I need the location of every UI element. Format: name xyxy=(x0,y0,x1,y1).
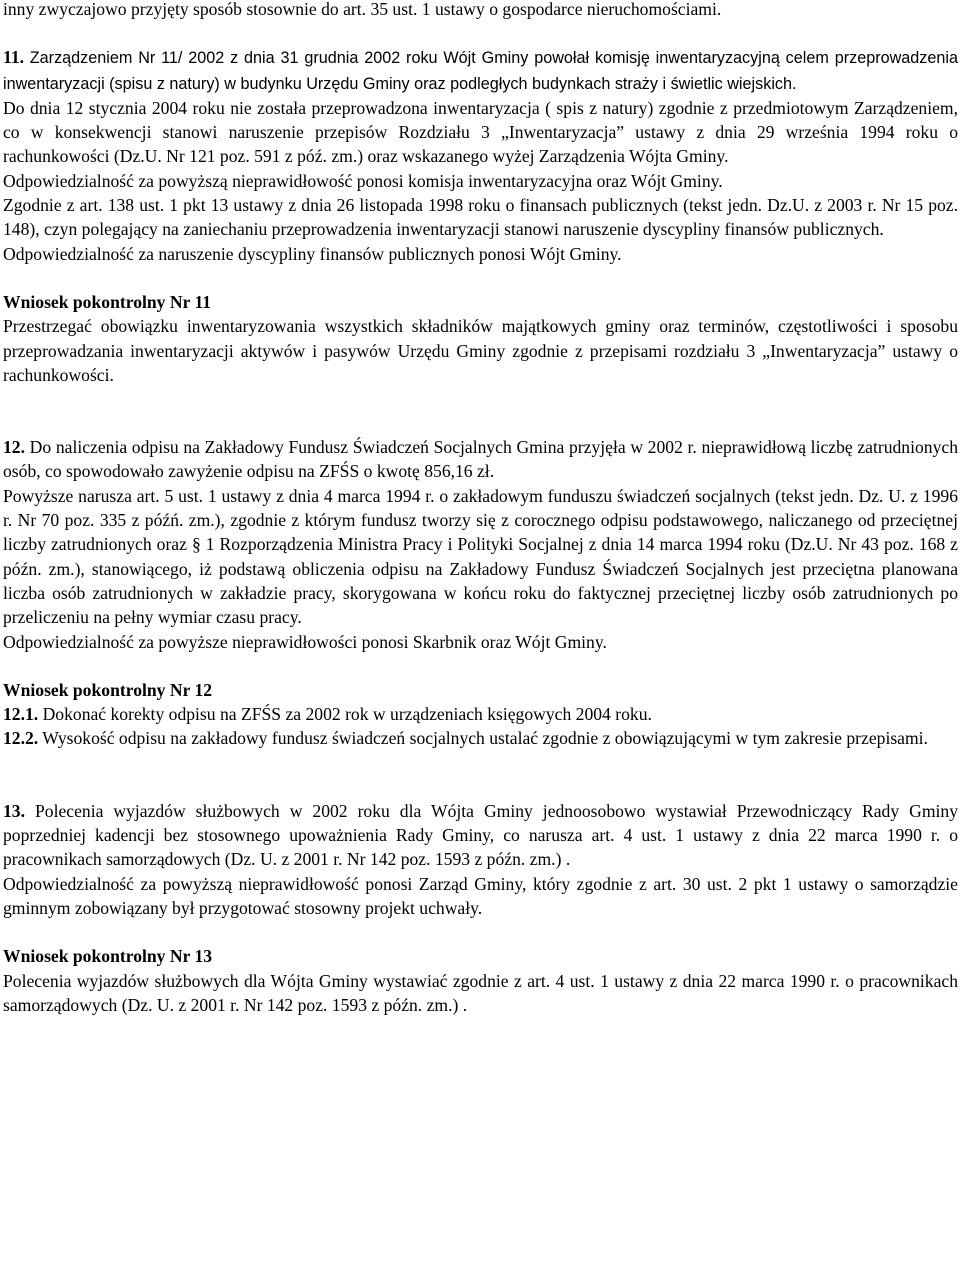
wniosek-13-text: Polecenia wyjazdów służbowych dla Wójta Gminy wystawiać zgodnie z art. 4 ust. 1 ustawy z dnia 22 marca 1990 r. o pracownikach samorządowych (Dz. U. z 2001 r. Nr 142 poz. 1593 z późn. zm.) . xyxy=(3,970,958,1015)
item-11-text: Zarządzeniem Nr 11/ 2002 z dnia 31 grudnia 2002 roku Wójt Gminy powołał komisję inwentaryzacyjną celem przeprowadzenia inwentaryzacji (spisu z natury) w budynku Urzędu Gminy oraz podległych budynkach straży i świetlic wiejskich. xyxy=(3,49,958,93)
item-12-text: Do naliczenia odpisu na Zakładowy Fundusz Świadczeń Socjalnych Gmina przyjęła w 2002 r. nieprawidłową liczbę zatrudnionych osób, co spowodowało zawyżenie odpisu na ZFŚS o kwotę 856,16 zł. xyxy=(3,437,958,482)
wniosek-12-item-1-text: Dokonać korekty odpisu na ZFŚS za 2002 rok w urządzeniach księgowych 2004 roku. xyxy=(42,704,652,725)
item-11-paragraph-1 xyxy=(3,45,958,96)
spacer xyxy=(3,654,958,678)
spacer xyxy=(3,21,958,45)
spacer xyxy=(3,387,958,435)
item-11-paragraph-5: Odpowiedzialność za naruszenie dyscypliny finansów publicznych ponosi Wójt Gminy. xyxy=(3,243,622,264)
item-13-number: 13. xyxy=(3,800,25,821)
item-12-paragraph-2: Powyższe narusza art. 5 ust. 1 ustawy z dnia 4 marca 1994 r. o zakładowym funduszu świadczeń socjalnych (tekst jedn. Dz. U. z 1996 r. Nr 70 poz. 335 z późń. zm.), zgodnie z którym fundusz tworzy się z corocznego odpisu podstawowego, naliczanego od przeciętnej liczby zatrudnionych oraz § 1 Rozporządzenia Ministra Pracy i Polityki Socjalnej z dnia 14 marca 1994 roku (Dz.U. Nr 43 poz. 168 z późn. zm.), stanowiącego, iż podstawą obliczenia odpisu na Zakładowy Fundusz Świadczeń Socjalnych jest przeciętna planowana liczba osób zatrudnionych w zakładzie pracy, skorygowana w końcu roku do faktycznej przeciętnej liczby osób zatrudnionych po przeliczeniu na pełny wymiar czasu pracy. xyxy=(3,485,958,628)
item-11-number: 11. xyxy=(3,47,25,68)
wniosek-12-item-1 xyxy=(3,702,958,726)
wniosek-11-text: Przestrzegać obowiązku inwentaryzowania wszystkich składników majątkowych gminy oraz terminów, częstotliwości i sposobu przeprowadzania inwentaryzacji aktywów i pasywów Urzędu Gminy zgodnie z przepisami rozdziału 3 „Inwentaryzacja” ustawy o rachunkowości. xyxy=(3,316,958,385)
item-13-text: Polecenia wyjazdów służbowych w 2002 roku dla Wójta Gminy jednoosobowo wystawiał Przewodniczący Rady Gminy poprzedniej kadencji bez stosownego upoważnienia Rady Gminy, co narusza art. 4 ust. 1 ustawy z dnia 22 marca 1990 r. o pracownikach samorządowych (Dz. U. z 2001 r. Nr 142 poz. 1593 z późn. zm.) . xyxy=(3,800,958,870)
wniosek-12-item-2-number: 12.2. xyxy=(3,728,39,749)
spacer xyxy=(3,920,958,944)
item-11-paragraph-4: Zgodnie z art. 138 ust. 1 pkt 13 ustawy z dnia 26 listopada 1998 roku o finansach publicznych (tekst jedn. Dz.U. z 2003 r. Nr 15 poz. 148), czyn polegający na zaniechaniu przeprowadzenia inwentaryzacji stanowi naruszenie dyscypliny finansów publicznych. xyxy=(3,195,958,240)
item-13-paragraph-2: Odpowiedzialność za powyższą nieprawidłowość ponosi Zarząd Gminy, który zgodnie z art. 30 ust. 2 pkt 1 ustawy o samorządzie gminnym zobowiązany był przygotować stosowny projekt uchwały. xyxy=(3,873,958,918)
wniosek-12-item-2 xyxy=(3,726,958,750)
spacer xyxy=(3,266,958,290)
wniosek-13-heading: Wniosek pokontrolny Nr 13 xyxy=(3,946,213,967)
item-12-paragraph-1 xyxy=(3,435,958,484)
wniosek-12-item-2-text: Wysokość odpisu na zakładowy fundusz świadczeń socjalnych ustalać zgodnie z obowiązującymi w tym zakresie przepisami. xyxy=(42,728,928,749)
intro-line: inny zwyczajowo przyjęty sposób stosownie do art. 35 ust. 1 ustawy o gospodarce nieruchomościami. xyxy=(3,0,722,19)
wniosek-12-item-1-number: 12.1. xyxy=(3,704,39,725)
item-13-paragraph-1 xyxy=(3,799,958,872)
item-11-paragraph-3: Odpowiedzialność za powyższą nieprawidłowość ponosi komisja inwentaryzacyjna oraz Wójt Gminy. xyxy=(3,170,723,191)
document-page xyxy=(3,0,958,1017)
wniosek-11-heading: Wniosek pokontrolny Nr 11 xyxy=(3,291,212,312)
wniosek-12-heading: Wniosek pokontrolny Nr 12 xyxy=(3,679,213,700)
spacer xyxy=(3,751,958,799)
item-12-paragraph-3: Odpowiedzialność za powyższe nieprawidłowości ponosi Skarbnik oraz Wójt Gminy. xyxy=(3,631,607,652)
item-12-number: 12. xyxy=(3,437,25,458)
item-11-paragraph-2: Do dnia 12 stycznia 2004 roku nie została przeprowadzona inwentaryzacja ( spis z natury) zgodnie z przedmiotowym Zarządzeniem, co w konsekwencji stanowi naruszenie przepisów Rozdziału 3 „Inwentaryzacja” ustawy z dnia 29 września 1994 roku o rachunkowości (Dz.U. Nr 121 poz. 591 z póź. zm.) oraz wskazanego wyżej Zarządzenia Wójta Gminy. xyxy=(3,97,958,167)
